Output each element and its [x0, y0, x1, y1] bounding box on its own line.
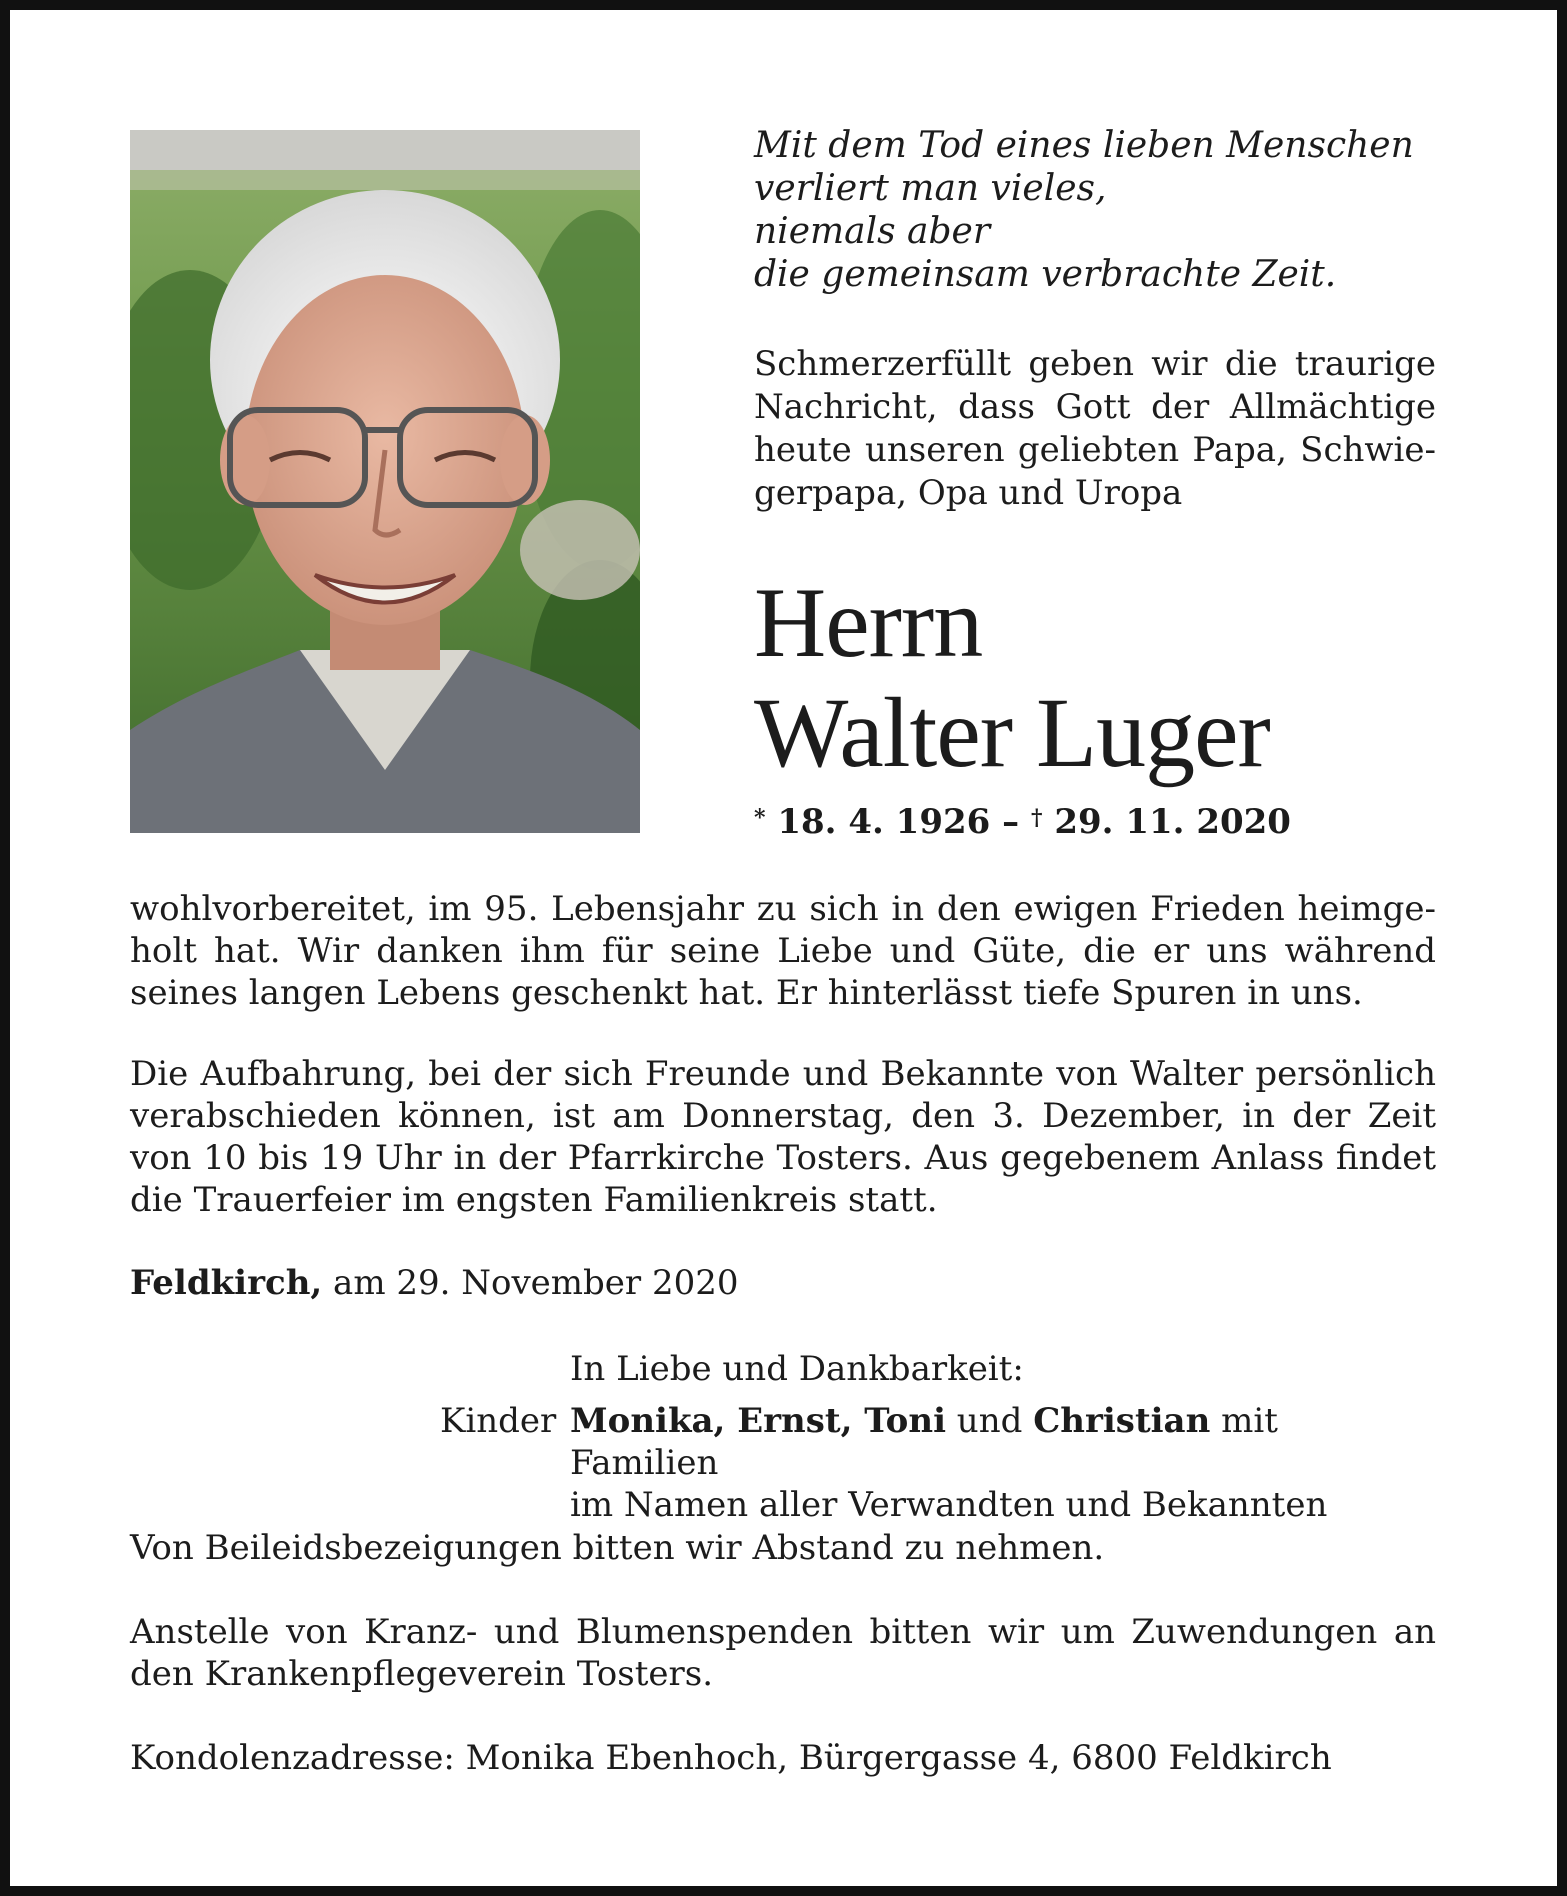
paragraph-viewing: Die Aufbahrung, bei der sich Freunde und Bekannte von Walter persönlich verabschieden können, ist am Donnerstag, den 3. Dezember, in der Zeit von 10 bis 19 Uhr in der Pfarrkirche Tosters. Aus gegebenem Anlass findet die Trauerfeier im engsten Familienkreis statt. — [130, 1054, 1436, 1220]
full-name: Walter Luger — [754, 677, 1270, 788]
place-date — [130, 1262, 1436, 1304]
child-name: Christian — [1033, 1401, 1211, 1441]
and-text: und — [946, 1401, 1034, 1441]
date: am 29. November 2020 — [322, 1263, 739, 1303]
birth-symbol: * — [754, 805, 766, 831]
death-symbol: † — [1031, 805, 1043, 831]
poem-line: verliert man vieles, — [754, 168, 1107, 209]
poem — [754, 124, 1436, 296]
birth-date: 18. 4. 1926 — [777, 802, 991, 842]
with-families: mit Familien — [570, 1401, 1278, 1483]
portrait-photo — [130, 130, 640, 833]
salutation: Herrn — [754, 567, 983, 678]
intro-paragraph: Schmerzerfüllt geben wir die traurige Nachricht, dass Gott der Allmächtige heute unseren geliebten Papa, Schwiegerpapa, Opa und Uropa — [754, 344, 1436, 513]
paragraph-donations: Anstelle von Kranz- und Blumenspenden bitten wir um Zuwendungen an den Krankenpflegeverein Tosters. — [130, 1612, 1436, 1694]
place: Feldkirch, — [130, 1263, 323, 1303]
signature-line2: im Namen aller Verwandten und Bekannten — [570, 1485, 1328, 1525]
date-separator: – — [1002, 802, 1020, 842]
death-date: 29. 11. 2020 — [1054, 802, 1291, 842]
signature-heading: In Liebe und Dankbarkeit: — [570, 1349, 1024, 1389]
paragraph-condolences: Von Beileidsbezeigungen bitten wir Abstand zu nehmen. — [130, 1528, 1105, 1568]
paragraph-passing: wohlvorbereitet, im 95. Lebensjahr zu sich in den ewigen Frieden heimgeholt hat. Wir danken ihm für seine Liebe und Güte, die er uns während seines langen Lebens geschenkt hat. Er hinterlässt tiefe Spuren in uns. — [130, 889, 1436, 1013]
signature-block — [440, 1400, 1436, 1526]
life-dates — [754, 800, 1436, 844]
children-names: Monika, Ernst, Toni — [570, 1401, 946, 1441]
poem-line: Mit dem Tod eines lieben Menschen — [754, 125, 1414, 166]
deceased-name — [754, 568, 1436, 788]
poem-line: niemals aber — [754, 211, 991, 252]
condolence-address: Kondolenzadresse: Monika Ebenhoch, Bürgergasse 4, 6800 Feldkirch — [130, 1738, 1332, 1778]
poem-line: die gemeinsam verbrachte Zeit. — [754, 254, 1337, 295]
kinder-label: Kinder — [440, 1401, 557, 1441]
signature-names — [570, 1400, 1436, 1526]
